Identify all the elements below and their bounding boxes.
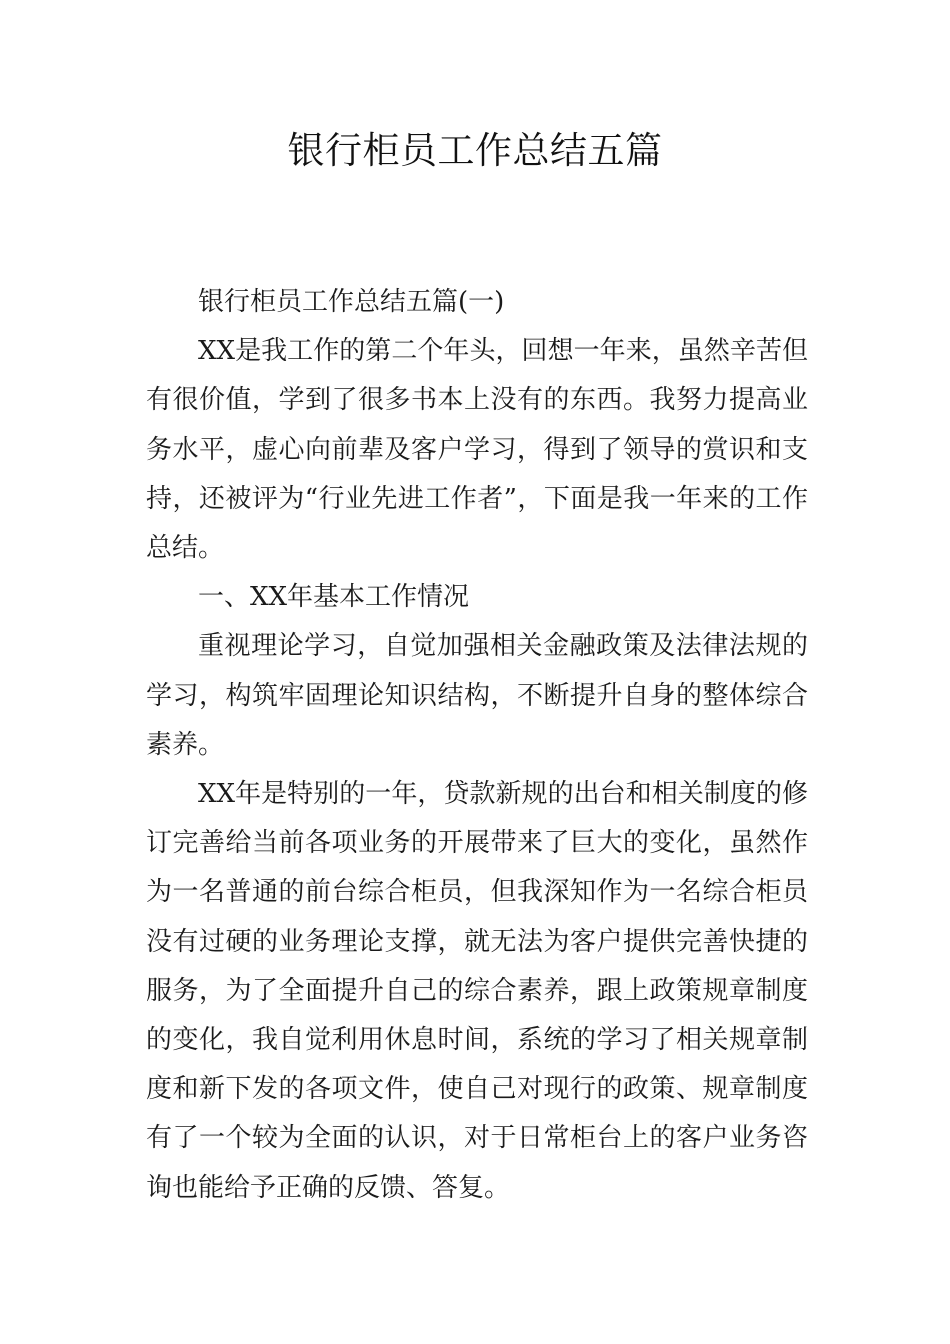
paragraph: XX是我工作的第二个年头，回想一年来，虽然辛苦但有很价值，学到了很多书本上没有的东西。我努力提高业务水平，虚心向前辈及客户学习，得到了领导的赏识和支持，还被评为“行业先进工作者”，下面是我一年来的工作总结。	[146, 336, 808, 564]
section-heading: 银行柜员工作总结五篇(一)	[198, 287, 505, 317]
document-title: 银行柜员工作总结五篇	[287, 129, 663, 172]
document-body	[146, 278, 808, 1213]
section-heading: 一、XX年基本工作情况	[198, 582, 470, 613]
paragraph: 重视理论学习，自觉加强相关金融政策及法律法规的学习，构筑牢固理论知识结构，不断提升自身的整体综合素养。	[146, 631, 808, 760]
paragraph: XX年是特别的一年，贷款新规的出台和相关制度的修订完善给当前各项业务的开展带来了巨大的变化，虽然作为一名普通的前台综合柜员，但我深知作为一名综合柜员没有过硬的业务理论支撑，就无法为客户提供完善快捷的服务，为了全面提升自己的综合素养，跟上政策规章制度的变化，我自觉利用休息时间，系统的学习了相关规章制度和新下发的各项文件，使自己对现行的政策、规章制度有了一个较为全面的认识，对于日常柜台上的客户业务咨询也能给予正确的反馈、答复。	[146, 779, 808, 1203]
